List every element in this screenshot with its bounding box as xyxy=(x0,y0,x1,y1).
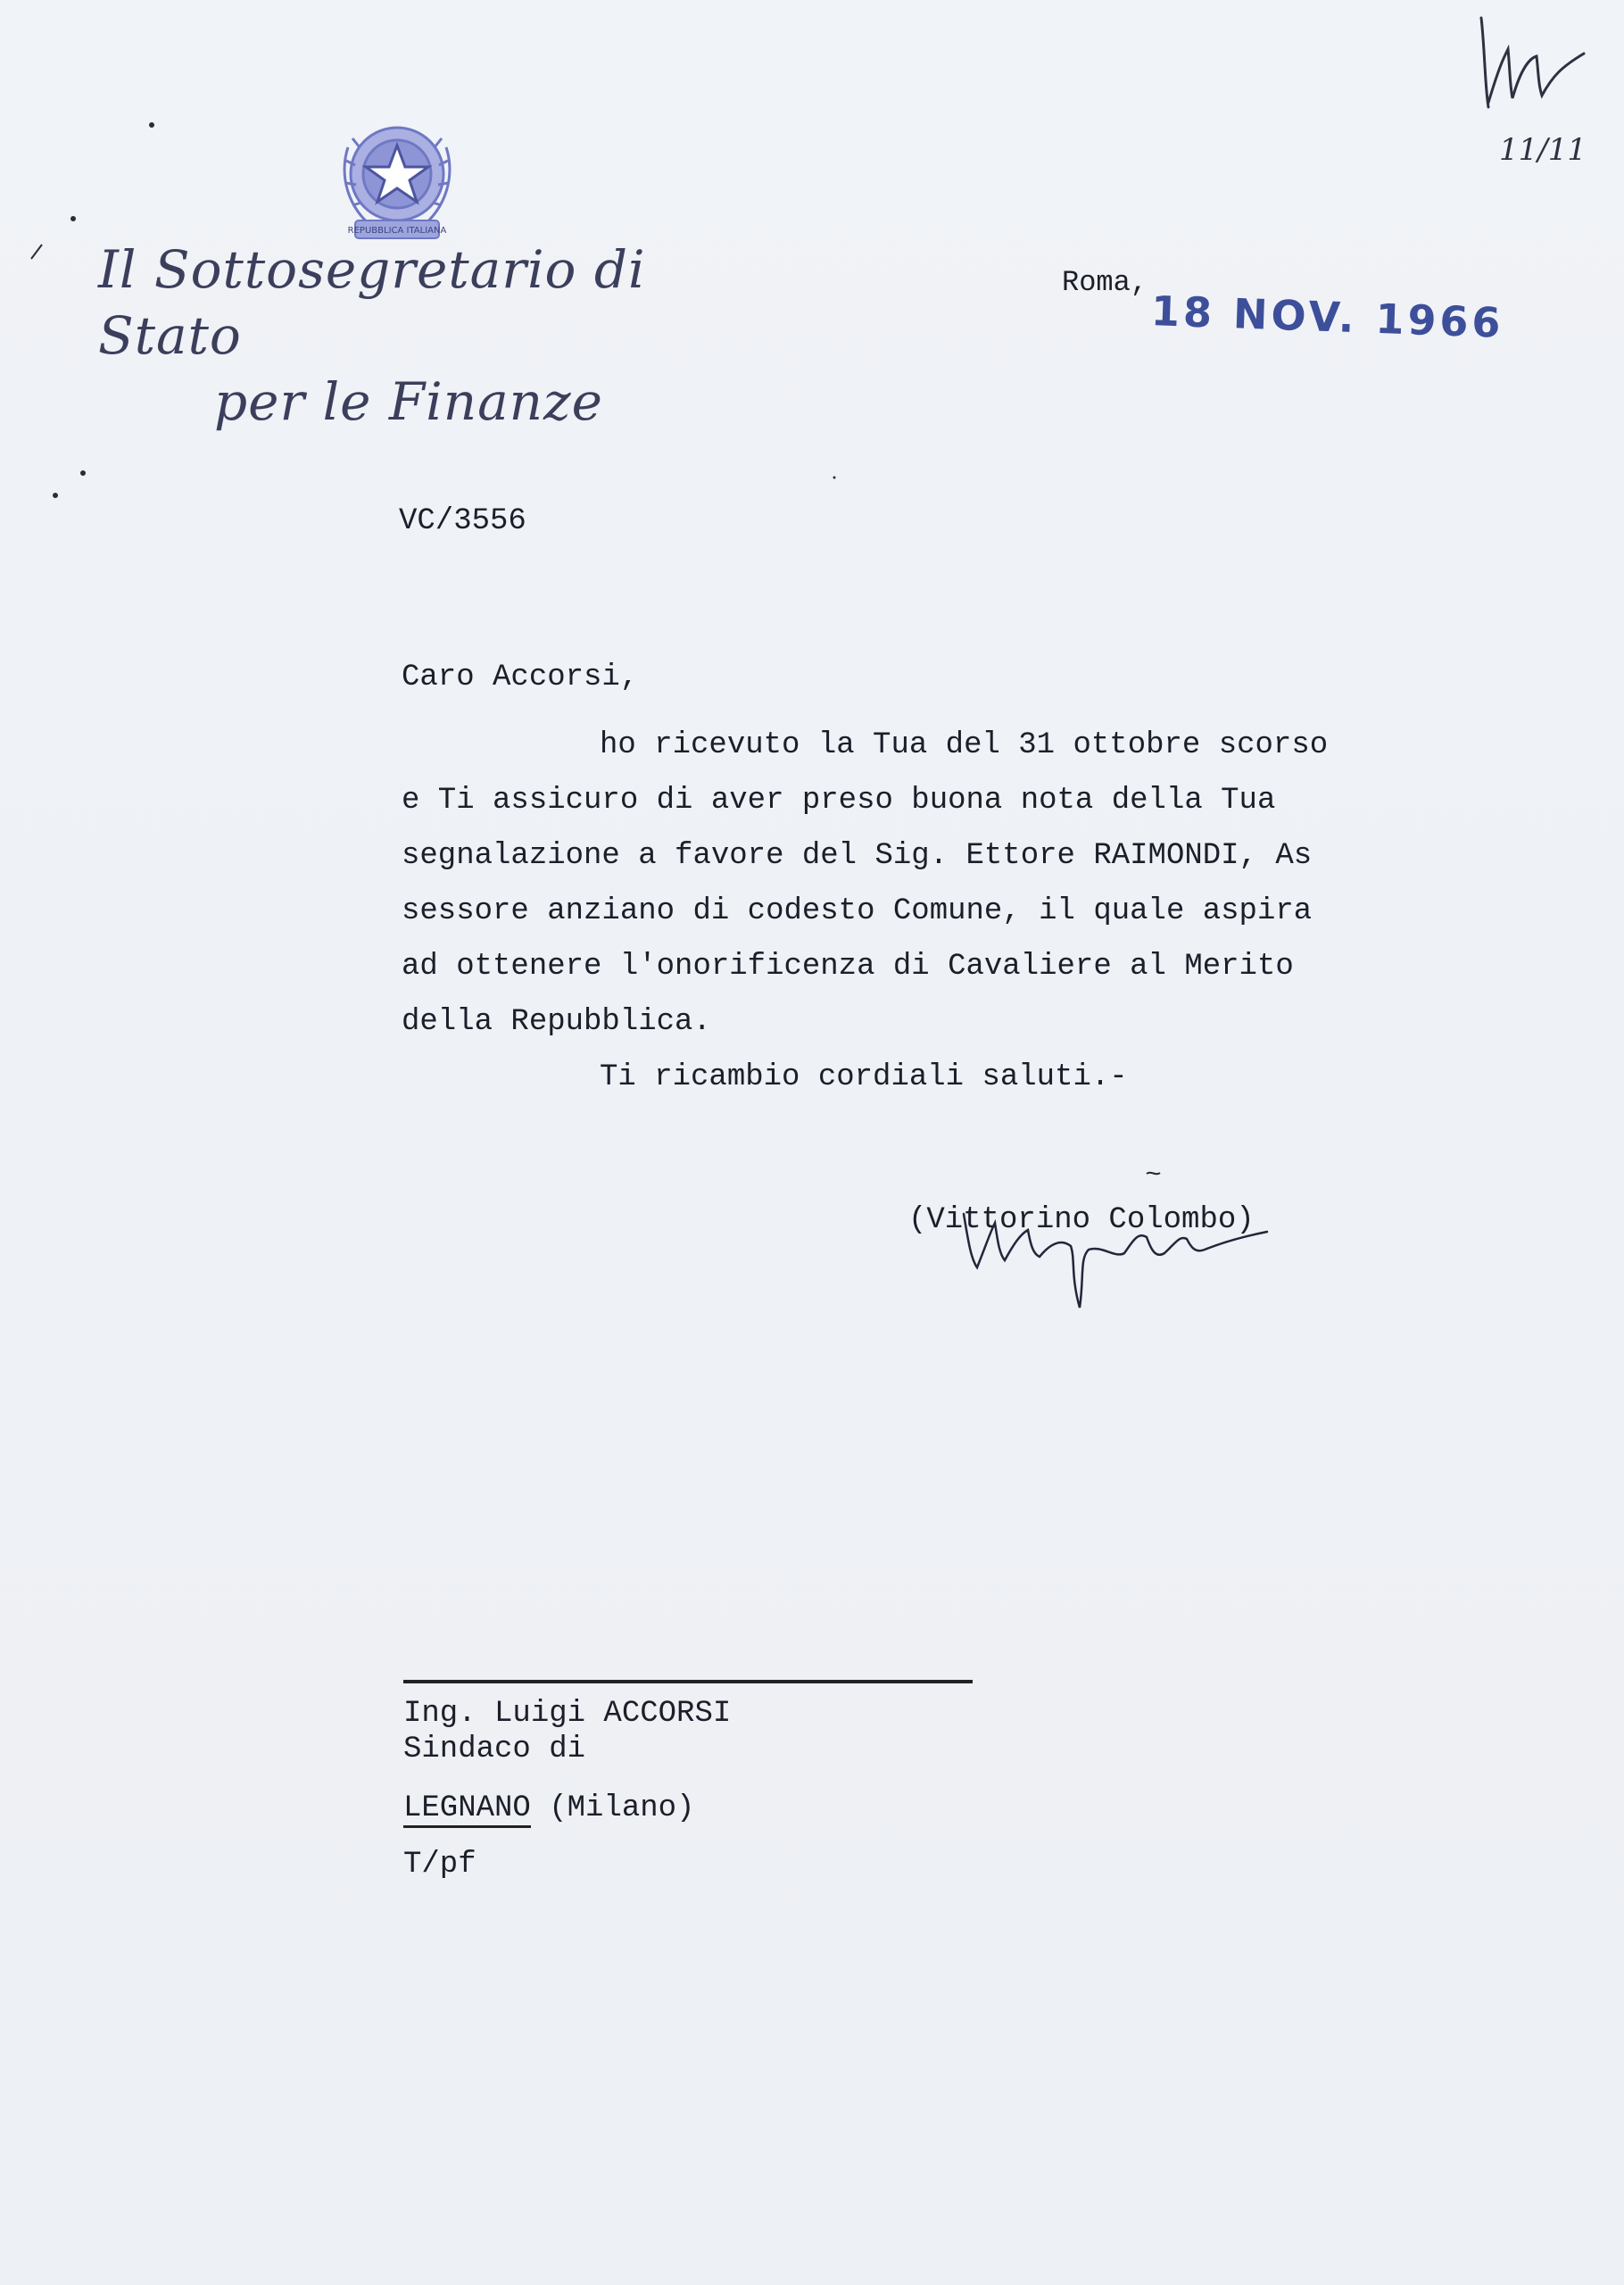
addressee-city xyxy=(403,1791,694,1825)
body-line: segnalazione a favore del Sig. Ettore RAIMONDI, As xyxy=(402,839,1313,873)
addressee-divider xyxy=(403,1680,973,1683)
signatory-name: (Vittorino Colombo) xyxy=(908,1203,1255,1237)
handwritten-initials-icon xyxy=(1472,13,1588,112)
body-line: ad ottenere l'onorificenza di Cavaliere al Merito xyxy=(402,950,1294,984)
typist-reference: T/pf xyxy=(403,1848,476,1882)
addressee-block xyxy=(403,1696,731,1767)
closing-line: Ti ricambio cordiali saluti.- xyxy=(600,1060,1128,1094)
province-name: (Milano) xyxy=(530,1791,695,1825)
reference-number: VC/3556 xyxy=(399,504,526,538)
salutation: Caro Accorsi, xyxy=(402,661,639,694)
city-name: LEGNANO xyxy=(403,1791,531,1828)
body-line: sessore anziano di codesto Comune, il quale aspira xyxy=(402,894,1313,928)
body-line: della Repubblica. xyxy=(402,1005,711,1039)
addressee-name: Ing. Luigi ACCORSI xyxy=(403,1697,732,1731)
italian-republic-emblem-icon xyxy=(330,112,464,254)
body-line: e Ti assicuro di aver preso buona nota della Tua xyxy=(402,784,1276,818)
letterhead-line-2: per le Finanze xyxy=(214,371,603,432)
letter-body xyxy=(402,650,1437,1105)
addressee-title: Sindaco di xyxy=(403,1732,586,1766)
letterhead-title xyxy=(98,237,741,435)
body-line: ho ricevuto la Tua del 31 ottobre scorso xyxy=(600,728,1329,762)
date-place: Roma, xyxy=(1062,266,1148,299)
handwritten-signature-icon xyxy=(946,1160,1303,1339)
svg-text:REPUBBLICA ITALIANA: REPUBBLICA ITALIANA xyxy=(347,226,447,236)
letterhead-line-1: Il Sottosegretario di Stato xyxy=(98,239,646,366)
handwritten-date: 11/11 xyxy=(1499,132,1587,168)
date-stamp: 18 NOV. 1966 xyxy=(1150,287,1505,347)
